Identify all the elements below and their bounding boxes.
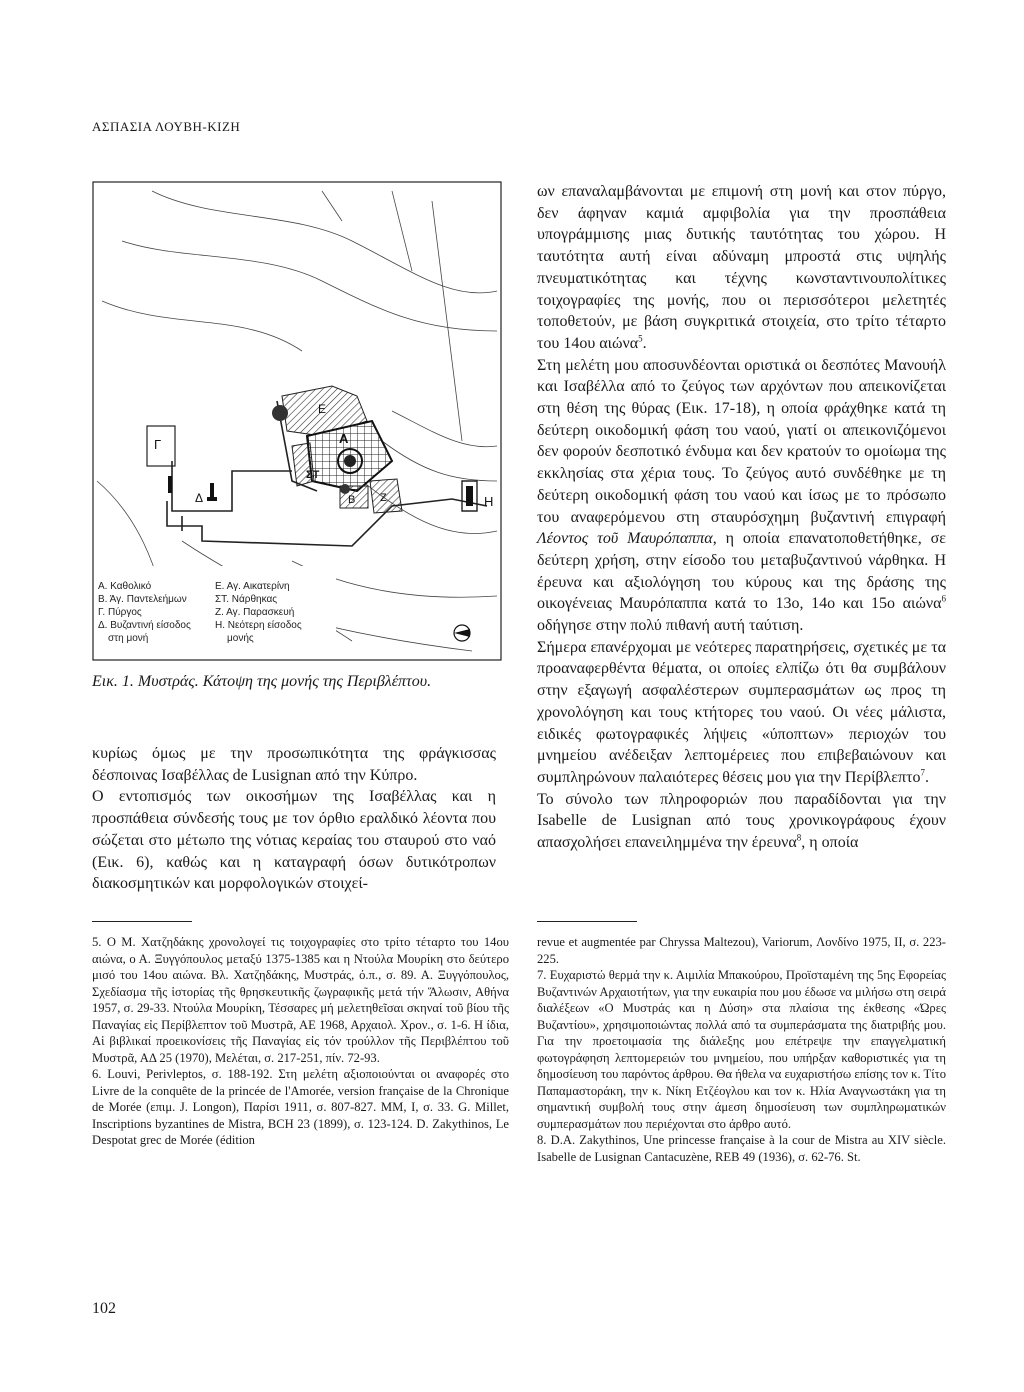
legend-item: Η. Νεότερη είσοδος	[215, 620, 302, 631]
plan-label-A: Α	[339, 431, 349, 446]
paragraph: Στη μελέτη μου αποσυνδέονται οριστικά οι δεσπότες Μανουήλ και Ισαβέλλα από το ζεύγος των αρχόντων που απεικονίζεται στη θέση της θύρας (Εικ. 17-18), η οποία φράχθηκε κατά τη δεύτερη οικοδομική φάση του ναού, γιατί οι απεικονιζόμενοι δεν φορούν δεσποτικό ένδυμα και δεν κρατούν το ομοίωμα της εκκλησίας στα χέρια τους. Το ζεύγος αυτό συνδέθηκε με τη δεύτερη οικοδομική φάση του ναού και ίσως με το πρόσωπο του αναφερόμενου στη σταυρόσχημη βυζαντινή επιγραφή Λέοντος τοῦ Μαυρόπαππα, η οποία επανατοποθετήθηκε, σε δεύτερη χρήση, στην είσοδο του μεταβυζαντινού νάρθηκα. Η έρευνα και αξιολόγηση του κύρους και της δράσης της οικογένειας Μαυρόπαππα κατά το 13ο, 14ο και 15ο αιώνα$^6$ οδήγησε στην πολύ πιθανή αυτή ταύτιση.	[537, 356, 947, 635]
site-plan-figure	[92, 181, 502, 661]
running-head: ΑΣΠΑΣΙΑ ΛΟΥΒΗ-ΚΙΖΗ	[92, 119, 241, 134]
right-column	[537, 181, 946, 854]
paragraph: Το σύνολο των πληροφοριών που παραδίδονται για την Isabelle de Lusignan από τους χρονικογράφους έχουν απασχολήσει επανειλημμένα την έρευνα$^8$, η οποία	[537, 790, 946, 852]
legend-item: μονής	[227, 633, 254, 644]
plan-label-Z: Ζ	[380, 492, 387, 504]
left-column	[92, 743, 496, 895]
legend-item: ΣΤ. Νάρθηκας	[215, 594, 278, 605]
footnote-rule	[92, 921, 192, 922]
footnote-ref: 8	[796, 832, 802, 843]
footnote: revue et augmentée par Chryssa Maltezou), Variorum, Λονδίνο 1975, ΙΙ, σ. 223-225.	[537, 935, 946, 966]
legend-item: Ε. Αγ. Αικατερίνη	[215, 581, 290, 592]
page-number: 102	[92, 1300, 116, 1317]
paragraph: κυρίως όμως με την προσωπικότητα της φράγκισσας δέσποινας Ισαβέλλας de Lusignan από την Κύπρο.	[92, 745, 496, 784]
plan-label-D: Δ	[195, 491, 204, 505]
footnote: 7. Ευχαριστώ θερμά την κ. Αιμιλία Μπακούρου, Προϊσταμένη της 5ης Εφορείας Βυζαντινών Αρχαιοτήτων, για την ευκαιρία που μου έδωσε να μιλήσω στη σειρά διαλέξεων «Ο Μυστράς και η Δύση» στα πλαίσια της έκθεσης «Ώρες Βυζαντίου», χρησιμοποιώντας πολλά από τα συμπεράσματα της διατριβής μου. Για την προετοιμασία της διάλεξης μου επέτρεψε την επαγγελματική φωτογράφηση λεπτομερειών του μνημείου, που υπήρξαν καθοριστικές για τη δημοσίευση του παρόντος άρθρου. Θα ήθελα να ευχαριστήσω επίσης τον κ. Τίτο Παπαμαστοράκη, την κ. Νίκη Ετζέογλου και τον κ. Ηλία Αναγνωστάκη για τη σημαντική συμβολή τους στην άμεση δημοσίευση των συμπληρωματικών συμπερασμάτων που περιέχονται στο άρθρο αυτό.	[537, 968, 946, 1131]
legend-item: Α. Καθολικό	[98, 581, 152, 592]
paragraph: ων επαναλαμβάνονται με επιμονή στη μονή και στον πύργο, δεν άφηναν καμιά αμφιβολία για την προσπάθεια υπογράμμισης μιας δυτικής ταυτότητας του χώρου. Η ταυτότητα αυτή είναι αδύναμη μπροστά στις υψηλής πνευματικότητας και τέχνης κωνσταντινουπολίτικες τοιχογραφίες της μονής, που οι περισσότεροι μελετητές τοποθετούν, με βάση συγκριτικά στοιχεία, στο τρίτο τέταρτο του 14ου αιώνα$^5$.	[537, 183, 946, 352]
plan-label-E: Ε	[318, 402, 327, 416]
footnote-ref: 7	[920, 767, 926, 778]
plan-label-B: Β	[348, 494, 356, 506]
legend-item: Ζ. Αγ. Παρασκευή	[215, 607, 295, 618]
footnote: 5. Ο Μ. Χατζηδάκης χρονολογεί τις τοιχογραφίες στο τρίτο τέταρτο του 14ου αιώνα, ο Α. Ξυγγόπουλος μεταξύ 1375-1385 και η Ντούλα Μουρίκη στο δεύτερο μισό του 14ου αιώνα. Βλ. Χατζηδάκης, Μυστράς, ό.π., σ. 89. Α. Ξυγγόπουλος, Σχεδίασμα τῆς ἱστορίας τῆς θρησκευτικῆς ζωγραφικῆς μετά τήν Ἅλωσιν, Αθήνα 1957, σ. 29-33. Ντούλα Μουρίκη, Τέσσαρες μή μελετηθεῖσαι σκηναί τοῦ βίου τῆς Παναγίας εἰς Περίβλεπτον τοῦ Μυστρᾶ, ΑΕ 1968, Αρχαιολ. Χρον., σ. 1-6. Η ίδια, Αἱ βιβλικαί προεικονίσεις τῆς Παναγίας εἰς τόν τρούλλον τῆς Περιβλέπτου τοῦ Μυστρᾶ, ΑΔ 25 (1970), Μελέται, σ. 217-251, πίν. 72-93.	[92, 935, 509, 1065]
legend-item: Γ. Πύργος	[98, 607, 142, 618]
plan-label-ST: ΣΤ	[306, 469, 320, 481]
footnote-ref: 5	[638, 333, 643, 344]
footnote: 8. D.A. Zakythinos, Une princesse française à la cour de Mistra au XIV siècle. Isabelle de Lusignan Cantacuzène, REB 49 (1936), σ. 62-76. St.	[537, 1133, 946, 1164]
plan-label-G: Γ	[154, 437, 162, 452]
footnote-rule	[537, 921, 637, 922]
footnote-ref: 6	[941, 594, 946, 605]
legend-item: Β. Άγ. Παντελεήμων	[98, 594, 187, 605]
legend-item: Δ. Βυζαντινή είσοδος	[98, 620, 191, 631]
paragraph: Σήμερα επανέρχομαι με νεότερες παρατηρήσεις, σχετικές με τα προαναφερθέντα θέματα, οι οποίες ελπίζω ότι θα συμβάλουν στην εξαγωγή ασφαλέστερων συμπερασμάτων ως προς τη χρονολόγηση και τους κτήτορες του ναού. Οι νέες μάλιστα, ειδικές φωτογραφικές λήψεις «ύποπτων» περιοχών του μνημείου ανέδειξαν λεπτομέρειες που επιβεβαιώνουν και συμπληρώνουν παλαιότερες θέσεις μου για την Περίβλεπτο$^7$.	[537, 638, 946, 786]
footnotes-left	[92, 934, 509, 1149]
legend-item: στη μονή	[108, 633, 149, 644]
footnote: 6. Louvi, Perivleptos, σ. 188-192. Στη μελέτη αξιοποιούνται οι αναφορές στο Livre de la conquête de la princée de l'Amorée, version française de la Chronique de Morée (επιμ. J. Longon), Παρίσι 1911, σ. 807-827. ΜΜ, Ι, σ. 33. G. Millet, Inscriptions byzantines de Mistra, BCH 23 (1899), σ. 123-124. D. Zakythinos, Le Despotat grec de Morée (édition	[92, 1067, 509, 1147]
plan-label-H: Η	[484, 494, 494, 509]
figure-caption: Εικ. 1. Μυστράς. Κάτοψη της μονής της Περιβλέπτου.	[92, 673, 432, 690]
footnotes-right	[537, 934, 946, 1165]
legend-left	[98, 580, 191, 645]
paragraph: Ο εντοπισμός των οικοσήμων της Ισαβέλλας και η προσπάθεια σύνδεσής τους με τον όρθιο εραλδικό λέοντα που σώζεται στο μέτωπο της νότιας κεραίας του σταυρού στο ναό (Εικ. 6), καθώς και η καταγραφή όσων δυτικότροπων διακοσμητικών και μορφολογικών στοιχεί-	[92, 788, 496, 893]
legend-right	[215, 580, 302, 645]
